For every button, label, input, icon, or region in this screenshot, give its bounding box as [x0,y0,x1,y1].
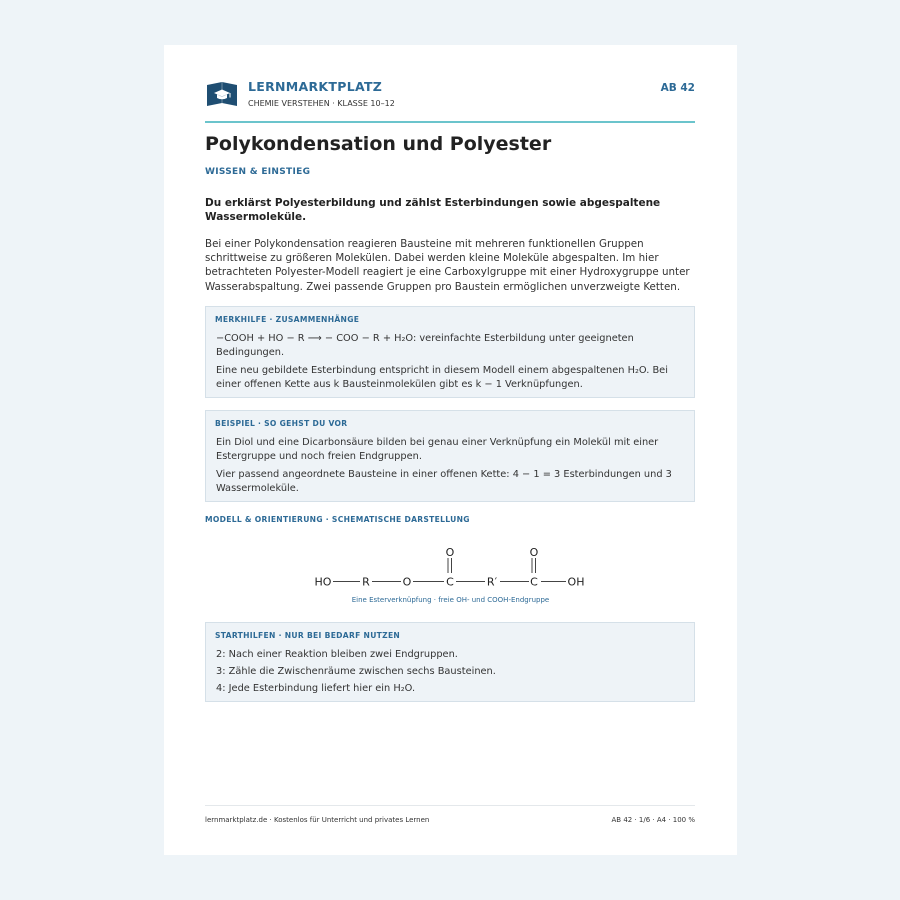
merkhilfe-formula: −COOH + HO − R ⟶ − COO − R + H₂O: vereinfachte Esterbildung unter geeigneten Bedingungen. [216,333,634,358]
atom-oh: OH [567,575,585,589]
brand-subtitle: CHEMIE VERSTEHEN · KLASSE 10–12 [248,99,395,108]
beispiel-box [205,410,695,502]
starthilfen-title: STARTHILFEN · NUR BEI BEDARF NUTZEN [215,631,401,640]
starthilfen-box [205,622,695,702]
modell-title: MODELL & ORIENTIERUNG · SCHEMATISCHE DARSTELLUNG [205,515,470,524]
merkhilfe-text: Eine neu gebildete Esterbindung entspricht in diesem Modell einem abgespaltenen H₂O. Bei einer offenen Kette aus k Bausteinmolekülen gibt es k − 1 Verknüpfungen. [216,365,668,390]
footer-left: lernmarktplatz.de · Kostenlos für Unterricht und privates Lernen [205,816,430,824]
header-divider [205,121,695,123]
graduation-cap-book-icon [206,81,238,109]
atom-c2: C [530,575,538,589]
atom-o: O [402,575,412,589]
hint-item: 3: Zähle die Zwischenräume zwischen sechs Bausteinen. [216,666,496,677]
beispiel-text-2: Vier passend angeordnete Bausteine in einer offenen Kette: 4 − 1 = 3 Esterbindungen und 3 Wassermoleküle. [216,469,672,494]
footer-divider [205,805,695,806]
worksheet-page [164,45,737,855]
beispiel-text-1: Ein Diol und eine Dicarbonsäure bilden bei genau einer Verknüpfung ein Molekül mit einer Estergruppe und noch freien Endgruppen. [216,437,659,462]
diagram-caption: Eine Esterverknüpfung · freie OH- und COOH-Endgruppe [351,596,550,604]
brand-name: LERNMARKTPLATZ [248,79,383,94]
atom-c1: C [446,575,454,589]
hint-item: 4: Jede Esterbindung liefert hier ein H₂O. [216,683,416,694]
carbonyl-o-1: O [445,546,455,559]
page-header [205,78,695,124]
hint-item: 2: Nach einer Reaktion bleiben zwei Endgruppen. [216,649,458,660]
beispiel-title: BEISPIEL · SO GEHST DU VOR [215,419,348,428]
footer-right: AB 42 · 1/6 · A4 · 100 % [611,816,695,824]
carbonyl-o-2: O [529,546,539,559]
merkhilfe-box [205,306,695,398]
merkhilfe-title: MERKHILFE · ZUSAMMENHÄNGE [215,315,360,324]
section-kicker: WISSEN & EINSTIEG [205,167,311,177]
learning-goal: Du erklärst Polyesterbildung und zählst Esterbindungen sowie abgespaltene Wassermoleküle. [205,197,661,223]
atom-r-prime: R′ [486,575,498,589]
page-title: Polykondensation und Polyester [205,133,552,155]
atom-r: R [362,575,370,589]
atom-ho: HO [314,575,332,589]
sheet-code: AB 42 [660,82,695,94]
intro-paragraph: Bei einer Polykondensation reagieren Bausteine mit mehreren funktionellen Gruppen schrittweise zu größeren Molekülen. Dabei werden kleine Moleküle abgespalten. Im hier betrachteten Polyester-Modell reagiert je eine Carboxylgruppe mit einer Hydroxygruppe unter Wasserabspaltung. Zwei passende Gruppen pro Baustein ermöglichen unverzweigte Ketten. [205,238,690,293]
